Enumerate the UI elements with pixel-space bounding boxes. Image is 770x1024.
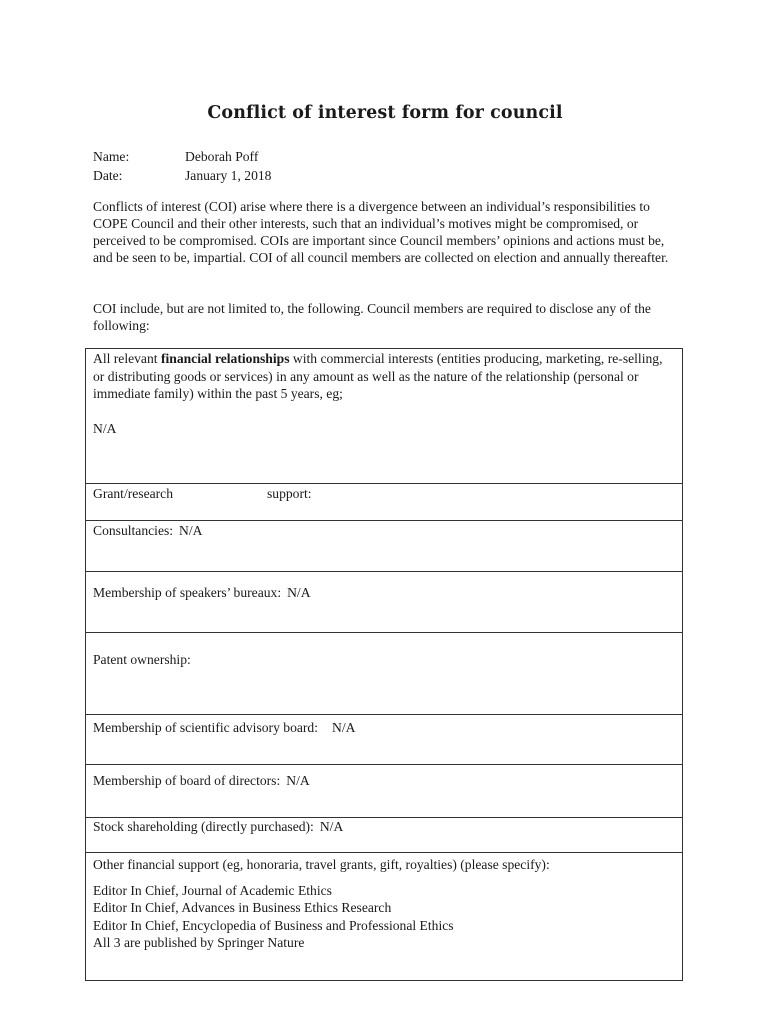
patent-row [86,633,683,715]
directors-answer: N/A [286,773,310,788]
advisory-answer: N/A [332,720,356,735]
name-label: Name: [93,149,130,164]
intro-paragraph: Conflicts of interest (COI) arise where there is a divergence between an individual’s responsibilities to COPE Council and their other interests, such that an individual’s motives might be compromised, or perceived to be compromised. COIs are important since Council members’ opinions and actions must be, and be seen to be, impartial. COI of all council members are collected on election and annually thereafter. [93,199,669,265]
consultancies-label: Consultancies: [93,523,174,538]
consultancies-answer: N/A [179,523,203,538]
disclosure-instructions: COI include, but are not limited to, the following. Council members are required to disclose any of the following: [93,301,651,333]
other-support-line: All 3 are published by Springer Nature [93,935,305,950]
other-support-line: Editor In Chief, Encyclopedia of Business and Professional Ethics [93,917,454,933]
financial-prefix: All relevant [93,351,161,366]
advisory-label: Membership of scientific advisory board: [93,720,318,735]
name-value: Deborah Poff [185,149,259,164]
speakers-answer: N/A [287,585,311,600]
stock-answer: N/A [319,819,344,834]
financial-bold: financial relationships [160,351,290,366]
speakers-label: Membership of speakers’ bureaux: [93,585,282,600]
date-row [93,166,271,185]
consultancies-cell [86,521,683,572]
grant-row [86,484,683,521]
consultancies-row [86,521,683,572]
financial-answer: N/A [93,420,117,436]
grant-label-2: support: [267,486,312,501]
stock-cell [86,818,683,853]
grant-label: Grant/research [93,486,174,501]
financial-relationships-cell [86,349,683,484]
meta-block [93,147,271,185]
directors-cell [86,765,683,818]
grant-cell [86,484,683,521]
advisory-row [86,715,683,765]
directors-row [86,765,683,818]
stock-label: Stock shareholding (directly purchased): [93,819,314,834]
coi-table [85,348,683,981]
financial-suffix: with commercial interests (entities producing, marketing, re-selling, or distributing goods or services) in any amount as well as the nature of the relationship (personal or immediate family) within the past 5 years, eg; [93,351,663,401]
date-label: Date: [93,168,123,183]
other-support-line: Editor In Chief, Journal of Academic Ethics [93,882,332,898]
name-row [93,147,271,166]
financial-relationships-row [86,349,683,484]
patent-cell [86,633,683,715]
other-support-row [86,853,683,981]
patent-label: Patent ownership: [93,652,191,667]
directors-label: Membership of board of directors: [93,773,281,788]
speakers-cell [86,572,683,633]
stock-row [86,818,683,853]
advisory-cell [86,715,683,765]
other-support-line: Editor In Chief, Advances in Business Ethics Research [93,900,392,915]
other-support-label: Other financial support (eg, honoraria, travel grants, gift, royalties) (please specify): [93,857,550,872]
other-support-cell [86,853,683,981]
date-value: January 1, 2018 [185,168,272,183]
speakers-row [86,572,683,633]
form-title: Conflict of interest form for council [207,103,563,123]
